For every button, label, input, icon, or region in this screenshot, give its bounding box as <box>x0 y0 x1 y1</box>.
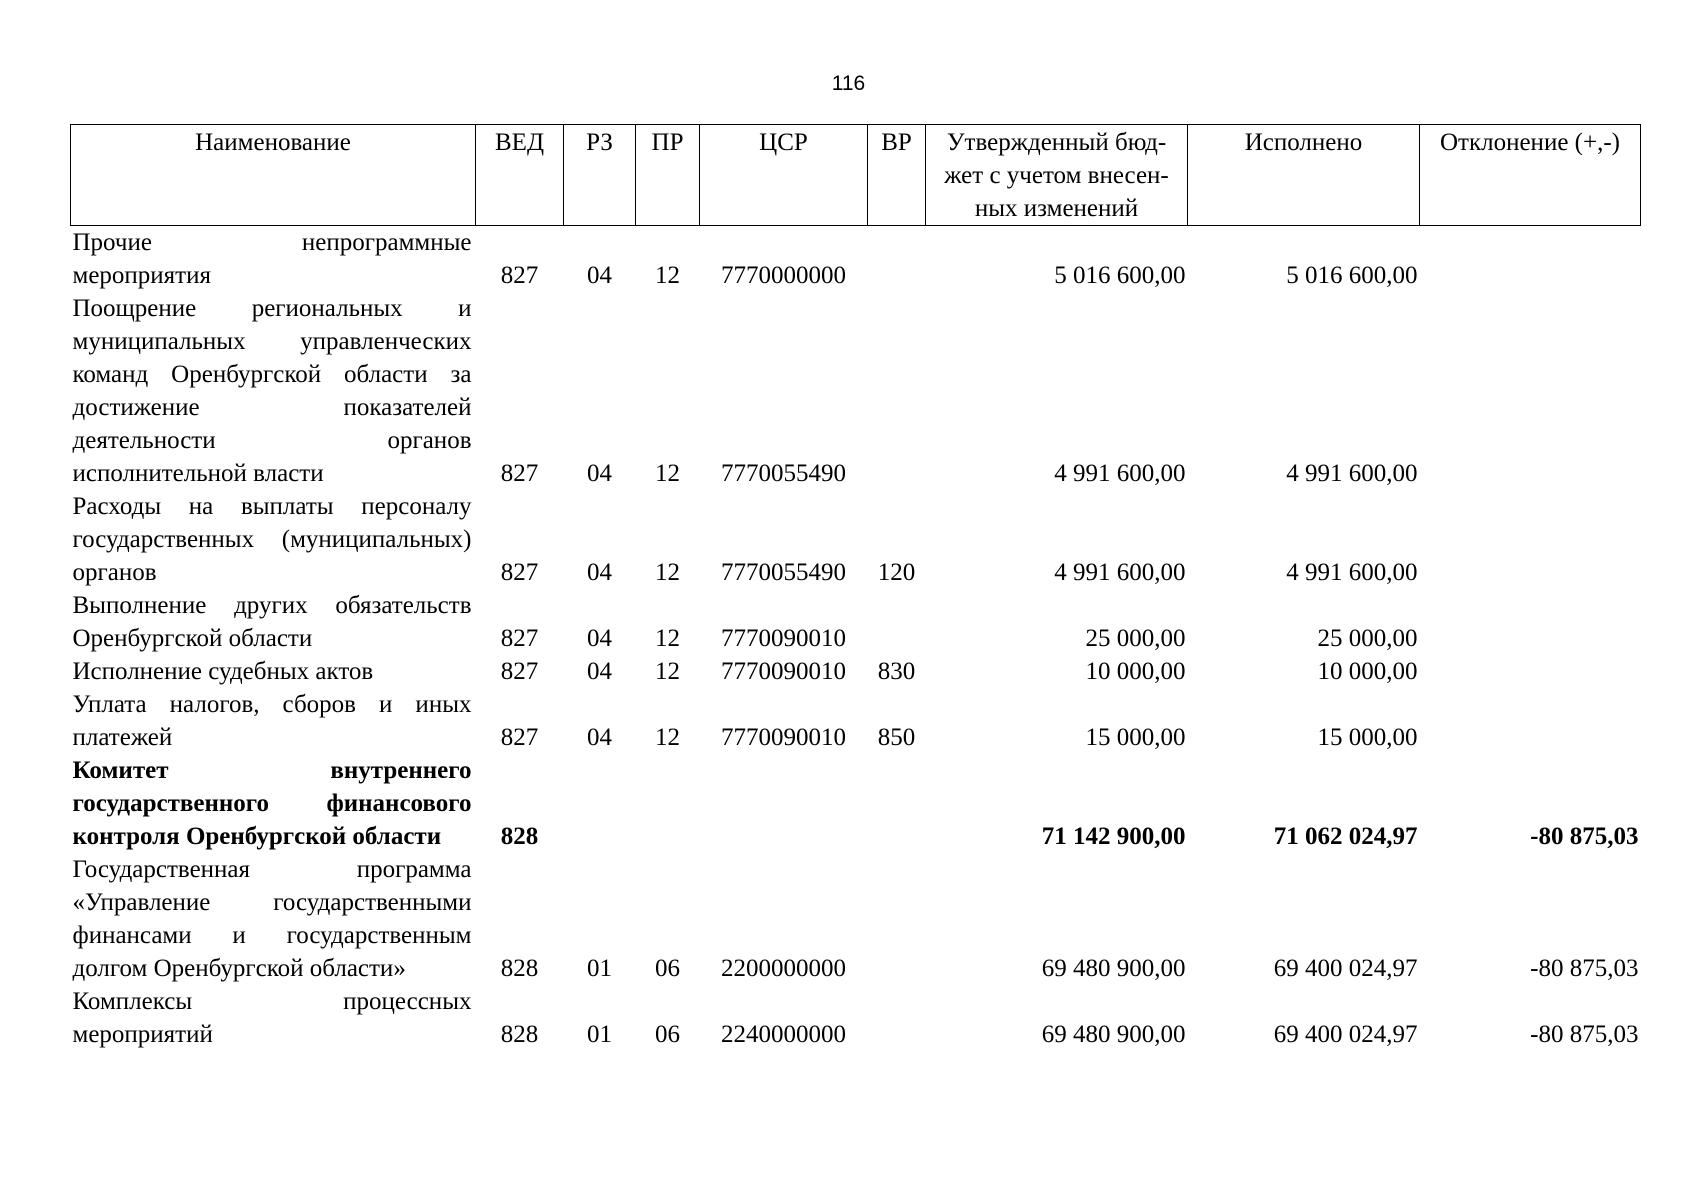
table-row <box>71 655 1641 688</box>
cell-vr <box>868 754 926 853</box>
cell-approved: 10 000,00 <box>1085 658 1186 685</box>
cell-name: Поощрение региональных и муниципальных управленческих команд Оренбургской области за достижение показателей деятельности органов исполнительной власти <box>72 295 472 487</box>
cell-deviation <box>1420 655 1641 688</box>
cell-approved: 69 480 900,00 <box>1041 955 1186 982</box>
cell-ved: 827 <box>500 724 539 751</box>
cell-name: Прочие непрограммные мероприятия <box>72 229 472 289</box>
cell-vr <box>868 589 926 655</box>
cell-name: Выполнение других обязательств Оренбургской области <box>72 592 472 652</box>
cell-approved: 15 000,00 <box>1085 724 1186 751</box>
cell-pr: 06 <box>655 955 680 982</box>
cell-vr: 830 <box>877 658 916 685</box>
header-deviation: Отклонение (+,-) <box>1420 125 1641 226</box>
table-row <box>71 985 1641 1051</box>
cell-name: Комитет внутреннего государственного финансового контроля Оренбургской области <box>72 757 472 850</box>
cell-csr: 7770000000 <box>721 262 846 289</box>
cell-vr: 850 <box>877 724 916 751</box>
table-row <box>71 490 1641 589</box>
cell-vr <box>868 985 926 1051</box>
cell-csr: 2200000000 <box>721 955 846 982</box>
table-row-total <box>71 754 1641 853</box>
table-row <box>71 853 1641 985</box>
cell-rz: 04 <box>587 724 612 751</box>
cell-executed: 4 991 600,00 <box>1286 460 1418 487</box>
cell-deviation: -80 875,03 <box>1530 1021 1639 1048</box>
cell-ved: 827 <box>500 658 539 685</box>
cell-executed: 25 000,00 <box>1317 625 1418 652</box>
page-number: 116 <box>831 72 866 95</box>
cell-pr: 12 <box>655 262 680 289</box>
cell-executed: 5 016 600,00 <box>1286 262 1418 289</box>
table-row <box>71 226 1641 293</box>
cell-vr <box>868 226 926 293</box>
cell-deviation <box>1420 589 1641 655</box>
cell-approved: 71 142 900,00 <box>1041 823 1186 850</box>
cell-pr <box>636 754 700 853</box>
cell-approved: 5 016 600,00 <box>1054 262 1186 289</box>
header-rz: РЗ <box>564 125 636 226</box>
cell-deviation: -80 875,03 <box>1530 955 1639 982</box>
cell-rz: 01 <box>587 955 612 982</box>
cell-ved: 827 <box>500 625 539 652</box>
header-vr: ВР <box>868 125 926 226</box>
cell-deviation <box>1420 292 1641 490</box>
cell-rz: 04 <box>587 625 612 652</box>
cell-deviation: -80 875,03 <box>1530 823 1639 850</box>
header-approved: Утвержденный бюд-жет с учетом внесен-ных изменений <box>926 125 1188 226</box>
header-name: Наименование <box>71 125 476 226</box>
header-ved: ВЕД <box>476 125 564 226</box>
cell-csr: 7770090010 <box>721 724 846 751</box>
cell-vr <box>868 292 926 490</box>
cell-rz: 04 <box>587 262 612 289</box>
cell-vr: 120 <box>877 559 916 586</box>
cell-pr: 12 <box>655 724 680 751</box>
cell-name: Комплексы процессных мероприятий <box>72 988 472 1048</box>
cell-deviation <box>1420 226 1641 293</box>
table-row <box>71 589 1641 655</box>
cell-approved: 69 480 900,00 <box>1041 1021 1186 1048</box>
cell-executed: 10 000,00 <box>1317 658 1418 685</box>
cell-ved: 828 <box>500 1021 539 1048</box>
cell-pr: 12 <box>655 625 680 652</box>
cell-ved: 827 <box>500 559 539 586</box>
cell-name: Расходы на выплаты персоналу государственных (муниципальных) органов <box>72 493 472 586</box>
cell-rz: 04 <box>587 460 612 487</box>
table-header-row <box>71 125 1641 226</box>
cell-rz <box>564 754 636 853</box>
cell-csr: 7770090010 <box>721 658 846 685</box>
cell-approved: 4 991 600,00 <box>1054 559 1186 586</box>
header-csr: ЦСР <box>700 125 868 226</box>
cell-deviation <box>1420 490 1641 589</box>
cell-deviation <box>1420 688 1641 754</box>
table-row <box>71 292 1641 490</box>
cell-name: Уплата налогов, сборов и иных платежей <box>72 691 472 751</box>
cell-rz: 04 <box>587 559 612 586</box>
cell-pr: 06 <box>655 1021 680 1048</box>
header-executed: Исполнено <box>1188 125 1420 226</box>
cell-ved: 827 <box>500 262 539 289</box>
cell-approved: 25 000,00 <box>1085 625 1186 652</box>
cell-executed: 69 400 024,97 <box>1273 1021 1418 1048</box>
table-row <box>71 688 1641 754</box>
cell-pr: 12 <box>655 658 680 685</box>
cell-csr: 2240000000 <box>721 1021 846 1048</box>
cell-executed: 15 000,00 <box>1317 724 1418 751</box>
budget-table <box>70 124 1641 1051</box>
cell-executed: 71 062 024,97 <box>1273 823 1418 850</box>
cell-name: Исполнение судебных актов <box>72 658 374 685</box>
cell-ved: 827 <box>500 460 539 487</box>
cell-name: Государственная программа «Управление государственными финансами и государственным долгом Оренбургской области» <box>72 856 472 982</box>
cell-ved: 828 <box>500 823 539 850</box>
cell-rz: 04 <box>587 658 612 685</box>
cell-approved: 4 991 600,00 <box>1054 460 1186 487</box>
cell-csr: 7770090010 <box>721 625 846 652</box>
header-pr: ПР <box>636 125 700 226</box>
cell-pr: 12 <box>655 460 680 487</box>
cell-csr <box>700 754 868 853</box>
cell-executed: 4 991 600,00 <box>1286 559 1418 586</box>
cell-executed: 69 400 024,97 <box>1273 955 1418 982</box>
cell-pr: 12 <box>655 559 680 586</box>
cell-ved: 828 <box>500 955 539 982</box>
cell-vr <box>868 853 926 985</box>
cell-rz: 01 <box>587 1021 612 1048</box>
cell-csr: 7770055490 <box>721 460 846 487</box>
cell-csr: 7770055490 <box>721 559 846 586</box>
